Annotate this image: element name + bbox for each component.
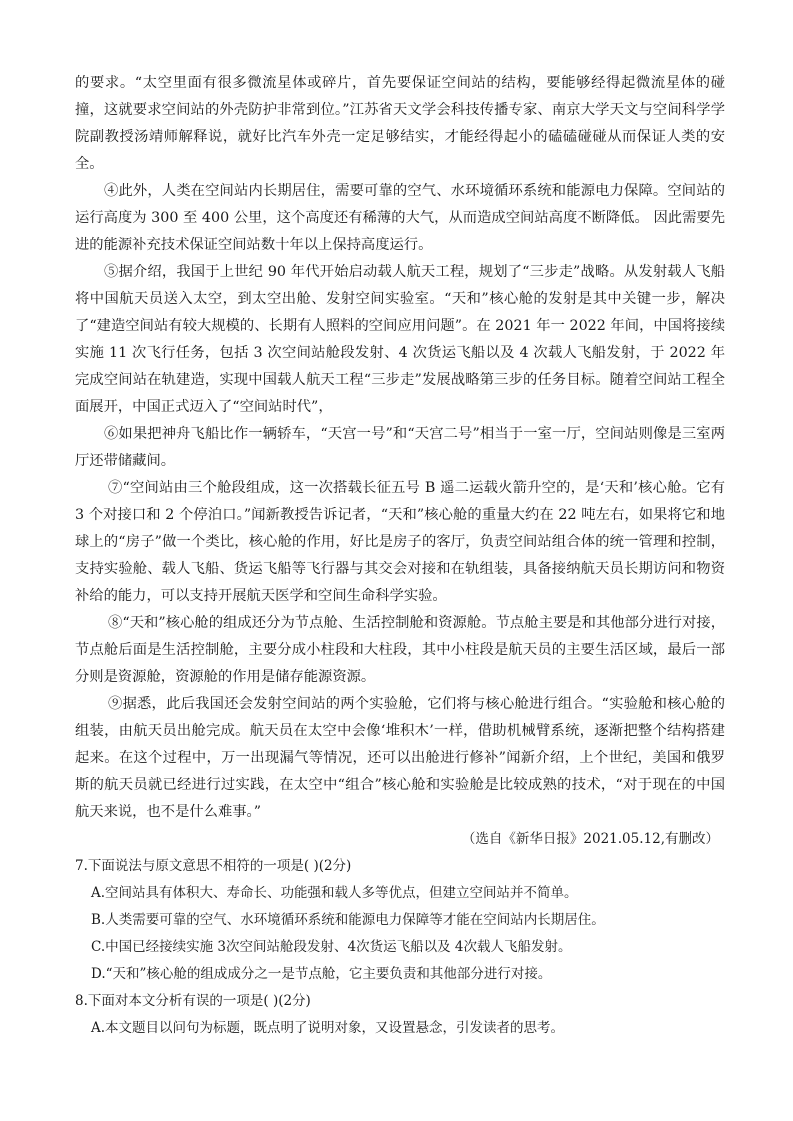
- source-citation: （选自《新华日报》2021.05.12,有删改）: [461, 831, 719, 847]
- option-c: C.中国已经接续实施 3次空间站舱段发射、4次货运飞船以及 4次载人飞船发射。: [91, 939, 572, 955]
- paragraph-9: ⑨据悉，此后我国还会发射空间站的两个实验舱，它们将与核心舱进行组合。“实验舱和核心舱的组装，由航天员出舱完成。航天员在太空中会像‘堆积木’一样，借助机械臂系统，逐渐把整个结构搭建起来。在这个过程中，万一出现漏气等情况，还可以出舱进行修补”闻新介绍，上个世纪，美国和俄罗斯的航天员就已经进行过实践，在太空中“组合”核心舱和实验舱是比较成熟的技术，“对于现在的中国航天来说，也不是什么难事。”: [75, 696, 725, 820]
- question-stem: 8.下面对本文分析有误的一项是( )(2分): [75, 993, 311, 1009]
- option-a: A.本文题目以问句为标题，既点明了说明对象，又设置悬念，引发读者的思考。: [91, 1020, 565, 1036]
- option-b: B.人类需要可靠的空气、水环境循环系统和能源电力保障等才能在空间站内长期居住。: [91, 912, 605, 928]
- paragraph-8: ⑧“天和”核心舱的组成还分为节点舱、生活控制舱和资源舱。节点舱主要是和其他部分进行对接，节点舱后面是生活控制舱，主要分成小柱段和大柱段，其中小柱段是航天员的主要生活区域，最后一部分则是资源舱，资源舱的作用是储存能源资源。: [75, 615, 725, 685]
- question-8: [75, 988, 725, 1042]
- option-a: A.空间站具有体积大、寿命长、功能强和载人多等优点，但建立空间站并不简单。: [91, 885, 578, 901]
- paragraph-4: ④此外，人类在空间站内长期居住，需要可靠的空气、水环境循环系统和能源电力保障。空间站的运行高度为 300 至 400 公里，这个高度还有稀薄的大气，从而造成空间站高度不断降低。 因此需要先进的能源补充技术保证空间站数十年以上保持高度运行。: [75, 183, 725, 253]
- paragraph-5: ⑤据介绍，我国于上世纪 90 年代开始启动载人航天工程，规划了“三步走”战略。从发射载人飞船将中国航天员送入太空，到太空出舱、发射空间实验室。“天和”核心舱的发射是其中关键一步，解决了“建造空间站有较大规模的、长期有人照料的空间应用问题”。在 2021 年一 2022 年间，中国将接续实施 11 次飞行任务，包括 3 次空间站舱段发射、4 次货运飞船以及 4 次载人飞船发射，于 2022 年完成空间站在轨建造，实现中国载人航天工程“三步走”发展战略第三步的任务目标。随着空间站工程全面展开，中国正式迈入了“空间站时代”，: [75, 264, 725, 415]
- paragraph-7: ⑦“空间站由三个舱段组成，这一次搭载长征五号 B 遥二运载火箭升空的，是‘天和’核心舱。它有 3 个对接口和 2 个停泊口。”闻新教授告诉记者，“天和”核心舱的重量大约在 22 吨左右，如果将它和地球上的“房子”做一个类比，核心舱的作用，好比是房子的客厅，负责空间站组合体的统一管理和控制，支持实验舱、载人飞船、货运飞船等飞行器与其交会对接和在轨组装，具备接纳航天员长期访问和物资补给的能力，可以支持开展航天医学和空间生命科学实验。: [75, 480, 725, 604]
- paragraph-continuation: 的要求。“太空里面有很多微流星体或碎片，首先要保证空间站的结构，要能够经得起微流星体的碰撞，这就要求空间站的外壳防护非常到位。”江苏省天文学会科技传播专家、南京大学天文与空间科学学院副教授汤靖师解释说，就好比汽车外壳一定足够结实，才能经得起小的磕磕碰碰从而保证人类的安全。: [75, 75, 725, 172]
- document-page: [75, 70, 725, 1042]
- question-7: [75, 853, 725, 988]
- question-stem: 7.下面说法与原文意思不相符的一项是( )(2分): [75, 858, 352, 874]
- option-d: D.“天和”核心舱的组成成分之一是节点舱，它主要负责和其他部分进行对接。: [91, 966, 552, 982]
- paragraph-6: ⑥如果把神舟飞船比作一辆轿车，“天宫一号”和“天宫二号”相当于一室一厅，空间站则像是三室两厅还带储藏间。: [75, 426, 725, 469]
